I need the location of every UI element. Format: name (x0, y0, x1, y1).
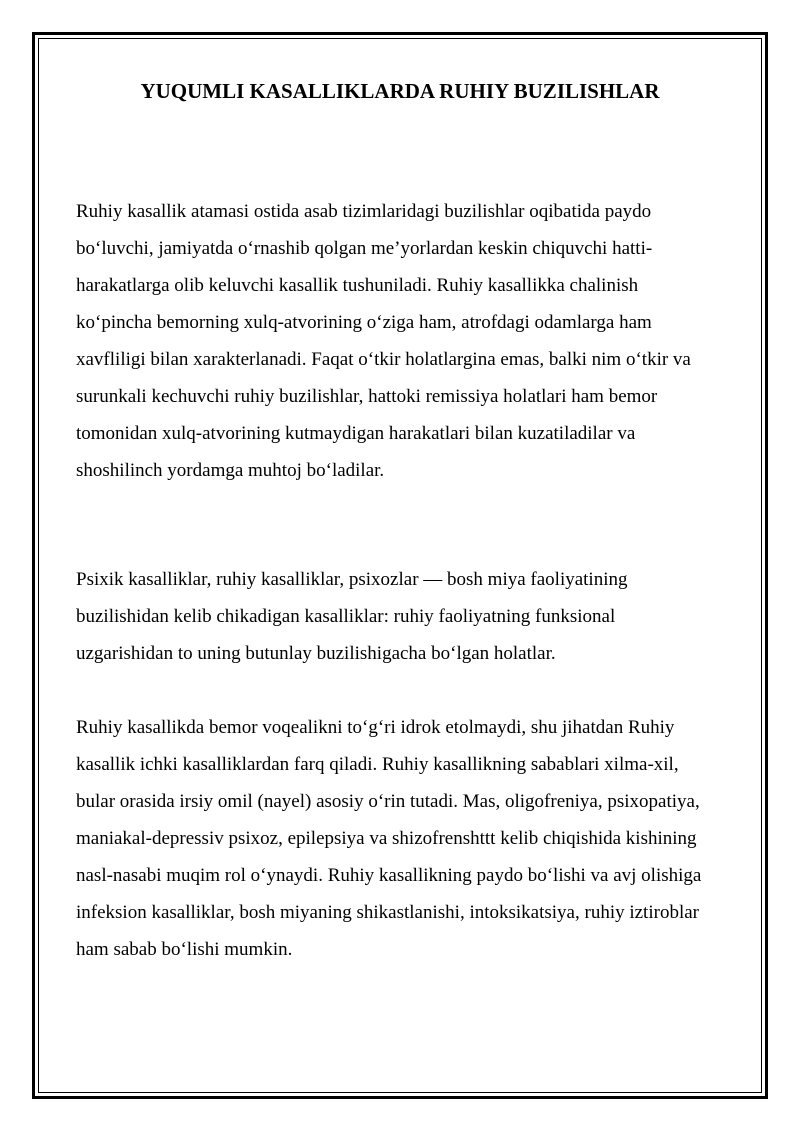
paragraph-1: Ruhiy kasallik atamasi ostida asab tizimlaridagi buzilishlar oqibatida paydo bo‘luvchi, jamiyatda o‘rnashib qolgan me’yorlardan keskin chiquvchi hatti-harakatlarga olib keluvchi kasallik tushuniladi. Ruhiy kasallikka chalinish ko‘pincha bemorning xulq-atvorining o‘ziga ham, atrofdagi odamlarga ham xavfliligi bilan xarakterlanadi. Faqat o‘tkir holatlargina emas, balki nim o‘tkir va surunkali kechuvchi ruhiy buzilishlar, hattoki remissiya holatlari ham bemor tomonidan xulq-atvorining kutmaydigan harakatlari bilan kuzatiladilar va shoshilinch yordamga muhtoj bo‘ladilar. (76, 201, 691, 481)
paragraph-2: Psixik kasalliklar, ruhiy kasalliklar, psixozlar — bosh miya faoliyatining buzilishidan kelib chikadigan kasalliklar: ruhiy faoliyatning funksional uzgarishidan to uning butunlay buzilishigacha bo‘lgan holatlar. (76, 569, 628, 664)
document-body (76, 193, 712, 960)
paragraph-3: Ruhiy kasallikda bemor voqealikni to‘g‘ri idrok etolmaydi, shu jihatdan Ruhiy kasallik ichki kasalliklardan farq qiladi. Ruhiy kasallikning sabablari xilma-xil, bular orasida irsiy omil (nayel) asosiy o‘rin tutadi. Mas, oligofreniya, psixopatiya, maniakal-depressiv psixoz, epilepsiya va shizofrenshttt kelib chiqishida kishining nasl-nasabi muqim rol o‘ynaydi. Ruhiy kasallikning paydo bo‘lishi va avj olishiga infeksion kasalliklar, bosh miyaning shikastlanishi, intoksikatsiya, ruhiy iztiroblar ham sabab bo‘lishi mumkin. (76, 717, 702, 960)
document-title: YUQUMLI KASALLIKLARDA RUHIY BUZILISHLAR (140, 79, 660, 103)
